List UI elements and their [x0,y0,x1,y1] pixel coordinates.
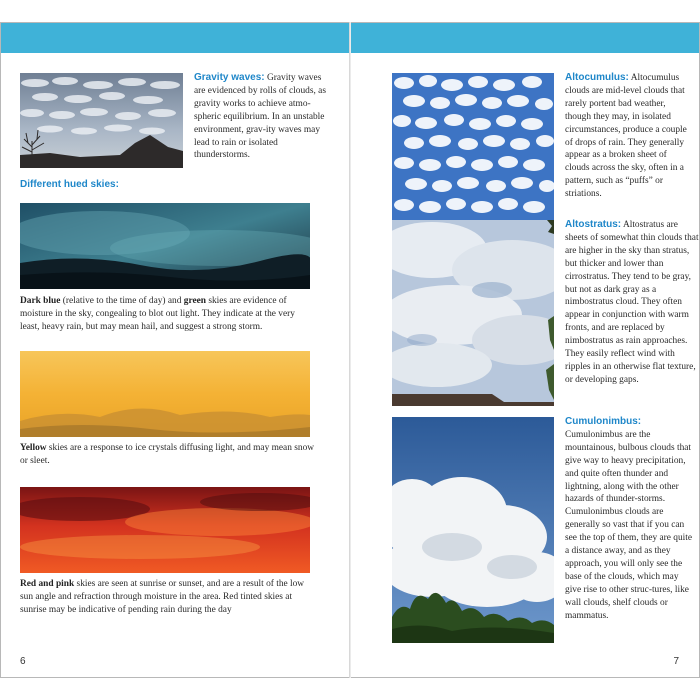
altocumulus-body: Altocumulus clouds are mid-level clouds that rarely portent bad weather, though they may, in isolated circumstances, produce a couple of drops of rain. They generally appear as a broken sheet of clouds across the sky, often in a pattern, such as “puffs” or striations. [565,73,687,200]
red-pink-term: Red and pink [20,579,75,589]
left-page [0,22,350,678]
cumulonimbus-photo [392,417,554,643]
red-pink-sky-text [20,578,310,617]
dark-blue-text-2: skies are evidence of moisture in the sky, congealing to blot out light. They indicate at the very least, heavy rain, but may mean hail, and suggest a strong storm. [20,296,295,332]
red-pink-text: skies are seen at sunrise or sunset, and are a result of the low sun angle and refraction through moisture in the area. Red tinted skies at sunrise may be indicative of pending rain during the day [20,579,305,615]
dark-blue-term: Dark blue [20,296,61,306]
right-page [350,22,700,678]
gravity-waves-body: Gravity waves are evidenced by rolls of clouds, as gravity works to achieve atmo-spheric equilibrium. In an unstable environment, grav-ity waves may lead to rain or isolated thunderstorms. [194,73,326,161]
dark-blue-sky-photo [20,203,310,289]
dark-blue-sky-text [20,295,305,334]
yellow-sky-photo [20,351,310,437]
page-number-right: 7 [673,656,679,667]
green-term: green [183,296,206,306]
yellow-sky-text [20,442,315,468]
altostratus-photo [392,220,554,406]
altocumulus-heading: Altocumulus: [565,72,629,83]
dark-blue-text-1: (relative to the time of day) and [60,296,184,306]
header-band [351,23,699,53]
gravity-waves-photo [20,73,183,168]
page-number-left: 6 [20,656,26,667]
yellow-term: Yellow [20,443,47,453]
yellow-text: skies are a response to ice crystals diffusing light, and may mean snow or sleet. [20,443,315,466]
altocumulus-photo [392,73,554,221]
gravity-waves-text [194,72,334,162]
cumulonimbus-text [565,416,695,623]
altostratus-heading: Altostratus: [565,219,622,230]
cumulonimbus-heading: Cumulonimbus: [565,416,642,427]
altostratus-text [565,219,699,387]
altostratus-body: Altostratus are sheets of somewhat thin clouds that are higher in the sky than stratus, but thicker and lower than cirrostratus. They tend to be gray, but not as dark gray as a nimbostratus cloud. They often appear in conjunction with warm fronts, and are replaced by nimbostratus as rain approaches. They easily reflect wind with ripples in an otherwise flat texture, or developing gaps. [565,220,699,385]
altocumulus-text [565,72,693,201]
hued-skies-heading: Different hued skies: [20,179,119,190]
red-pink-sky-photo [20,487,310,573]
gravity-waves-heading: Gravity waves: [194,72,265,83]
cumulonimbus-body: Cumulonimbus are the mountainous, bulbous clouds that give way to heavy precipitation, and quite often thunder and lightning, along with the other hazards of thunder-storms. Cumulonimbus clouds are generally so vast that if you can see the top of them, they are quite a distance away, and as they approach, you will only see the base of the clouds, which may give rise to other struc-tures, like wall clouds, shelf clouds or mammatus. [565,429,693,621]
header-band [1,23,349,53]
book-gutter [349,22,351,678]
